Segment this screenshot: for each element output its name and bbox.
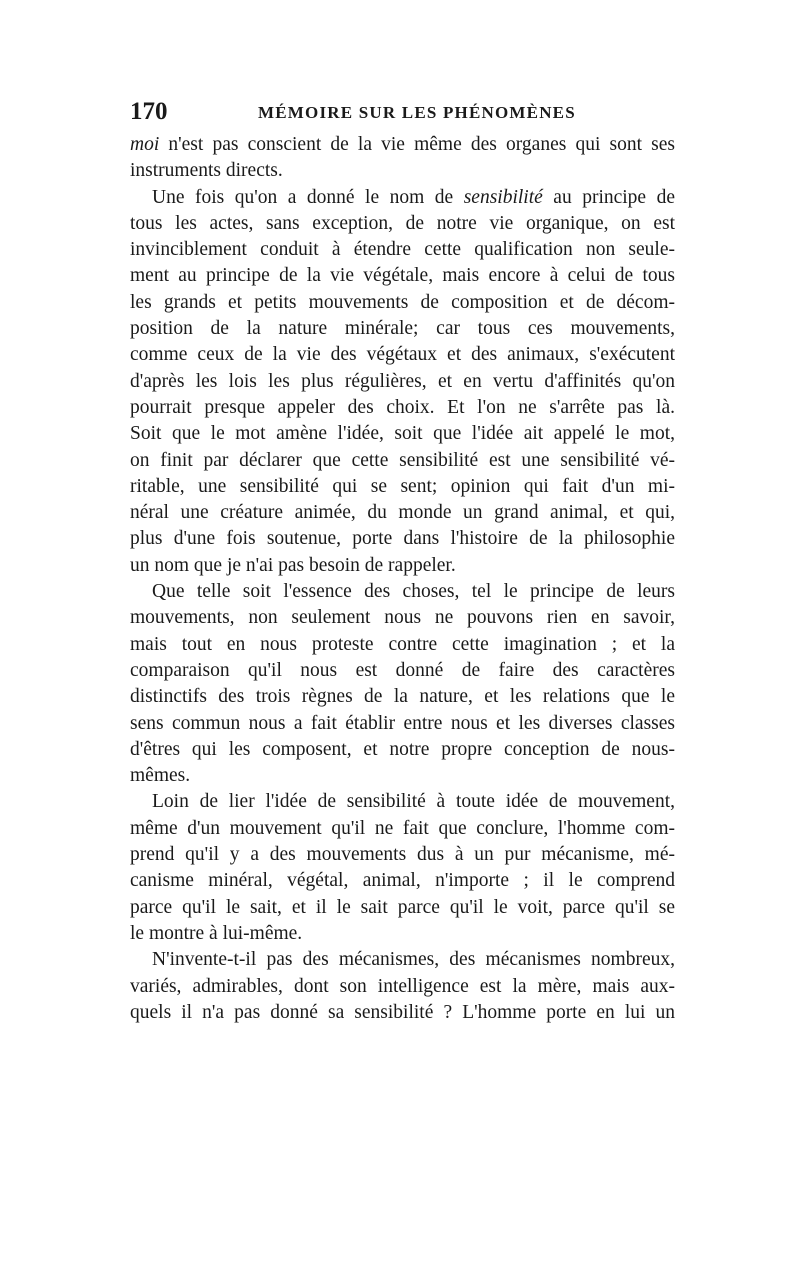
- text-line: on finit par déclarer que cette sensibilité est une sensibilité vé-: [130, 449, 675, 471]
- text-line: un nom que je n'ai pas besoin de rappeler.: [130, 554, 456, 576]
- text-line: mais tout en nous proteste contre cette imagination ; et la: [130, 633, 675, 655]
- text-line: quels il n'a pas donné sa sensibilité ? L'homme porte en lui un: [130, 1001, 675, 1023]
- italic-word: moi: [130, 134, 160, 155]
- text-line: d'après les lois les plus régulières, et en vertu d'affinités qu'on: [130, 370, 675, 392]
- text-line: position de la nature minérale; car tous ces mouvements,: [130, 318, 675, 340]
- text-line: mêmes.: [130, 765, 191, 787]
- text-line: pourrait presque appeler des choix. Et l'on ne s'arrête pas là.: [130, 396, 675, 418]
- text-line: néral une créature animée, du monde un grand animal, et qui,: [130, 502, 675, 524]
- text-line: le montre à lui-même.: [130, 922, 303, 944]
- text-line: plus d'une fois soutenue, porte dans l'histoire de la philosophie: [130, 528, 675, 550]
- line-text: au principe de: [542, 186, 675, 208]
- paragraph: [130, 947, 675, 1026]
- running-title: MÉMOIRE SUR LES PHÉNOMÈNES: [258, 103, 576, 122]
- text-line: N'invente-t-il pas des mécanismes, des mécanismes nombreux,: [152, 949, 675, 971]
- text-line: mouvements, non seulement nous ne pouvons rien en savoir,: [130, 607, 675, 629]
- text-line: canisme minéral, végétal, animal, n'importe ; il le comprend: [130, 870, 675, 892]
- paragraph: [130, 185, 675, 579]
- text-line: instruments directs.: [130, 160, 283, 182]
- text-line: comparaison qu'il nous est donné de faire des caractères: [130, 659, 675, 681]
- text-line: ritable, une sensibilité qui se sent; opinion qui fait d'un mi-: [130, 475, 675, 497]
- paragraph: [130, 789, 675, 947]
- page-header: [130, 97, 675, 127]
- text-line: parce qu'il le sait, et il le sait parce qu'il le voit, parce qu'il se: [130, 896, 675, 918]
- text-line: les grands et petits mouvements de composition et de décom-: [130, 291, 675, 313]
- paragraph: [130, 579, 675, 789]
- text-line: même d'un mouvement qu'il ne fait que conclure, l'homme com-: [130, 817, 675, 839]
- text-line: Soit que le mot amène l'idée, soit que l'idée ait appelé le mot,: [130, 423, 675, 445]
- line-text: Une fois qu'on a donné le nom de: [152, 186, 464, 208]
- text-line: [130, 185, 675, 211]
- text-line: Loin de lier l'idée de sensibilité à toute idée de mouvement,: [152, 791, 675, 813]
- text-line: comme ceux de la vie des végétaux et des animaux, s'exécutent: [130, 344, 675, 366]
- text-line: distinctifs des trois règnes de la nature, et les relations que le: [130, 686, 675, 708]
- text-line: tous les actes, sans exception, de notre vie organique, on est: [130, 212, 675, 234]
- text-line: invinciblement conduit à étendre cette qualification non seule-: [130, 239, 675, 261]
- text-line: variés, admirables, dont son intelligence est la mère, mais aux-: [130, 975, 675, 997]
- text-line: d'êtres qui les composent, et notre propre conception de nous-: [130, 738, 675, 760]
- body-text: [130, 132, 675, 1026]
- text-line: sens commun nous a fait établir entre nous et les diverses classes: [130, 712, 675, 734]
- italic-word: sensibilité: [463, 186, 543, 208]
- text-line: Que telle soit l'essence des choses, tel le principe de leurs: [152, 581, 675, 603]
- line-text: n'est pas conscient de la vie même des organes qui sont ses: [159, 134, 675, 155]
- text-line: prend qu'il y a des mouvements dus à un pur mécanisme, mé-: [130, 844, 675, 866]
- page-number: 170: [130, 98, 168, 125]
- text-line: [130, 132, 675, 158]
- paragraph: [130, 132, 675, 185]
- text-line: ment au principe de la vie végétale, mais encore à celui de tous: [130, 265, 675, 287]
